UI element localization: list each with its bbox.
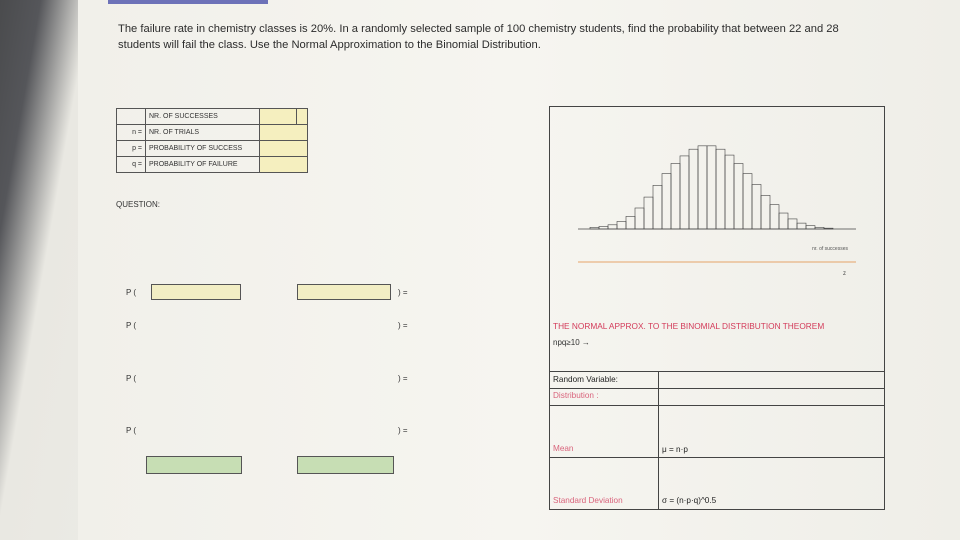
param-label: NR. OF TRIALS bbox=[146, 125, 260, 141]
prob-row-eq: ) = bbox=[398, 321, 408, 330]
normal-approx-panel bbox=[549, 106, 885, 510]
prob-row-p: P ( bbox=[126, 426, 137, 435]
param-symbol: n = bbox=[117, 125, 146, 141]
prob-row-eq: ) = bbox=[398, 288, 408, 297]
histogram-bar bbox=[725, 155, 734, 229]
param-symbol: q = bbox=[117, 157, 146, 173]
param-answer-cell[interactable] bbox=[260, 141, 308, 157]
histogram-bar bbox=[608, 225, 617, 229]
param-answer-cell[interactable] bbox=[260, 125, 308, 141]
histogram-bar bbox=[671, 163, 680, 229]
histogram-bar bbox=[716, 149, 725, 229]
random-variable-label: Random Variable: bbox=[553, 375, 618, 384]
question-label: QUESTION: bbox=[116, 200, 161, 209]
histogram-bar bbox=[635, 208, 644, 229]
x-axis-label: nr. of successes bbox=[812, 246, 848, 252]
mean-row bbox=[550, 405, 884, 458]
answer-probability-input[interactable] bbox=[146, 456, 242, 474]
histogram-bar bbox=[698, 146, 707, 229]
param-label: PROBABILITY OF SUCCESS bbox=[146, 141, 260, 157]
table-row bbox=[117, 109, 308, 125]
histogram-bar bbox=[761, 195, 770, 229]
distribution-row bbox=[550, 388, 884, 406]
top-tab-marker bbox=[108, 0, 268, 4]
histogram-bar bbox=[707, 146, 716, 229]
histogram-bar bbox=[617, 221, 626, 229]
mean-label: Mean bbox=[553, 444, 574, 453]
lower-bound-input[interactable] bbox=[151, 284, 241, 300]
histogram-bar bbox=[770, 205, 779, 229]
table-row bbox=[117, 141, 308, 157]
histogram-bar bbox=[689, 149, 698, 229]
param-answer-cell-extra[interactable] bbox=[297, 109, 308, 125]
z-axis-label: z bbox=[843, 271, 846, 277]
rv-divider bbox=[658, 458, 659, 510]
table-row bbox=[117, 125, 308, 141]
histogram-bar bbox=[752, 184, 761, 229]
prob-row-p: P ( bbox=[126, 374, 137, 383]
npq-condition: npq≥10 → bbox=[553, 338, 590, 347]
prob-row-p: P ( bbox=[126, 321, 137, 330]
table-row bbox=[117, 157, 308, 173]
mean-formula: μ = n·p bbox=[662, 445, 688, 454]
histogram-bar bbox=[806, 226, 815, 229]
sd-formula: σ = (n·p·q)^0.5 bbox=[662, 496, 717, 505]
histogram-bar bbox=[680, 156, 689, 229]
rv-divider bbox=[658, 372, 659, 389]
param-answer-cell[interactable] bbox=[260, 157, 308, 173]
histogram-bar bbox=[743, 174, 752, 229]
param-symbol bbox=[117, 109, 146, 125]
histogram-bar bbox=[797, 223, 806, 229]
sd-label: Standard Deviation bbox=[553, 496, 623, 505]
histogram-bar bbox=[662, 174, 671, 229]
rv-divider bbox=[658, 406, 659, 458]
histogram-bar bbox=[779, 213, 788, 229]
param-label: PROBABILITY OF FAILURE bbox=[146, 157, 260, 173]
distribution-label: Distribution : bbox=[553, 391, 599, 400]
problem-statement: The failure rate in chemistry classes is 20%. In a randomly selected sample of 100 chemistry students, find the probability that between 22 and 28 students will fail the class. Use the Normal Approximation to the Binomial Distribution. bbox=[118, 23, 839, 51]
histogram-bar bbox=[788, 219, 797, 229]
prob-row-eq: ) = bbox=[398, 426, 408, 435]
parameters-table bbox=[116, 108, 308, 173]
prob-row-eq: ) = bbox=[398, 374, 408, 383]
upper-bound-input[interactable] bbox=[297, 284, 391, 300]
histogram-bar bbox=[626, 216, 635, 229]
param-answer-cell[interactable] bbox=[260, 109, 297, 125]
binomial-histogram bbox=[550, 107, 884, 292]
histogram-bar bbox=[653, 185, 662, 229]
histogram-bar bbox=[644, 197, 653, 229]
histogram-bar bbox=[734, 163, 743, 229]
prob-row-p: P ( bbox=[126, 288, 137, 297]
theorem-title: THE NORMAL APPROX. TO THE BINOMIAL DISTRIBUTION THEOREM bbox=[553, 321, 825, 331]
param-symbol: p = bbox=[117, 141, 146, 157]
rv-divider bbox=[658, 389, 659, 406]
param-label: NR. OF SUCCESSES bbox=[146, 109, 260, 125]
answer-z-input[interactable] bbox=[297, 456, 394, 474]
random-variable-grid bbox=[550, 371, 884, 509]
